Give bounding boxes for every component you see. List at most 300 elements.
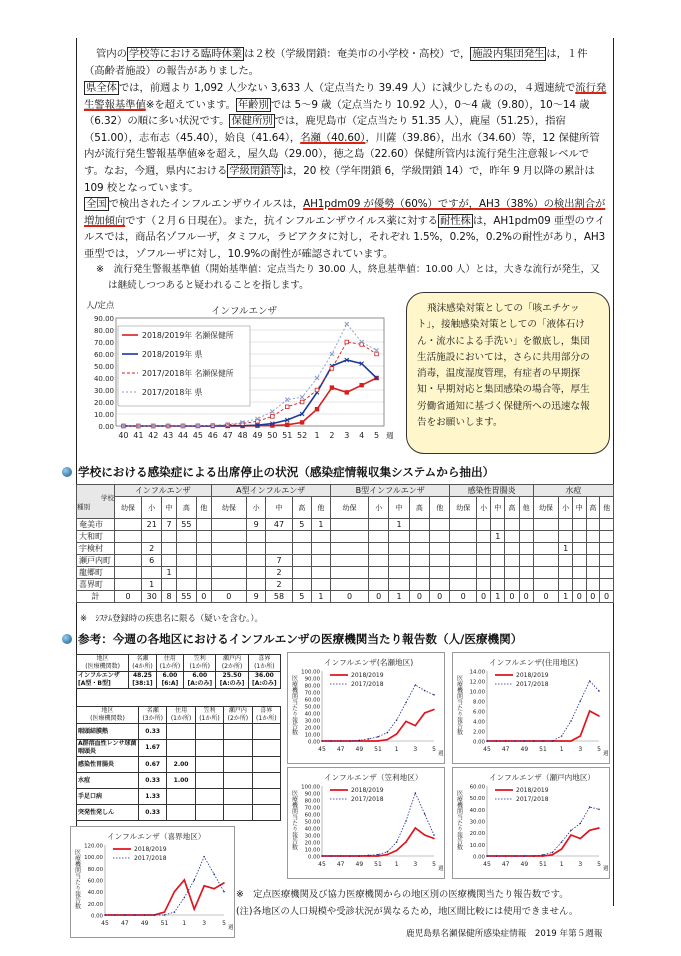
table-header-row [77,707,281,724]
table-cell [167,724,195,740]
table-cell: 6 [142,555,162,567]
table-row [77,724,281,740]
main-chart [84,296,402,456]
table-subheader-row [77,497,614,519]
table-cell [572,543,586,555]
boxed-term: 学校等における臨時休業 [128,48,243,60]
table-cell: 1.00 [167,773,195,789]
data-point [598,827,600,829]
table-cell [252,805,280,821]
bottom-note-1: ※ 定点医療機関及び協力医療機関からの地区別の医療機関当たり報告数です。 [236,889,569,900]
table-cell: 2 [142,543,162,555]
table-cell [252,789,280,805]
table-cell [491,567,505,579]
data-point [203,856,205,858]
data-point [285,398,289,402]
table-cell [409,555,429,567]
column-header: 喜界 (1か所) [252,707,280,724]
table-cell [311,567,330,579]
legend-label: 2017/2018 [351,681,384,688]
subcolumn-header: 高 [505,497,519,519]
x-tick-label: 1 [559,746,564,753]
table-cell: 1.33 [139,789,167,805]
table-row [77,531,614,543]
bullet-icon [62,467,72,477]
column-header: 名瀬 (4か所) [129,655,156,672]
table-row [77,773,281,789]
y-tick-label: 8.00 [472,699,485,706]
column-header: 笠利 (1か所) [195,707,223,724]
x-tick-label: 51 [282,431,293,440]
table-cell [389,579,409,591]
data-point [552,852,554,854]
table-cell [600,531,614,543]
legend-label: 2017/2018年 名瀬保健所 [142,369,234,378]
table-cell [389,567,409,579]
column-header: 住用 (1か所) [167,707,195,724]
data-point [486,740,488,742]
table-cell [224,724,252,740]
table-row [77,579,614,591]
data-point [223,891,225,893]
table-cell [586,567,600,579]
legend-label: 2018/2019年 名瀬保健所 [142,331,234,340]
table-cell [211,579,247,591]
table-cell: 7 [162,519,176,531]
table-cell [311,543,330,555]
series-line-1 [487,807,599,856]
x-tick-label: 47 [336,746,345,753]
row-label: A群溶血性レンサ球菌咽頭炎 [78,740,137,755]
subcolumn-header: 他 [600,497,614,519]
table-cell [519,543,533,555]
data-point [345,322,349,326]
data-point [396,733,398,735]
x-tick-label: 49 [520,746,529,753]
chart-setouchi [452,767,610,879]
table-cell [311,531,330,543]
y-tick-label: 50.00 [304,704,320,711]
total-cell: 0 [196,591,211,603]
data-point [213,888,215,890]
subcolumn-header: 小 [477,497,491,519]
data-point [144,914,146,916]
table-cell: 6.00 [6:A] [156,672,183,689]
table-cell [389,555,409,567]
y-tick-label: 0.00 [307,739,320,746]
data-point [570,834,572,836]
x-unit-label: 週 [228,925,234,931]
table-cell [330,519,368,531]
table-cell [369,555,389,567]
row-label: 突発性発しん [77,805,139,821]
subcolumn-header: 中 [572,497,586,519]
chart-title: インフルエンザ（笠利地区） [324,773,423,782]
total-cell: 9 [247,591,266,603]
table-cell [505,543,519,555]
data-point [174,891,176,893]
paragraph-school-closure: 管内の 学校等における臨時休業 は２校（学級閉鎖：奄美市の小学校・高校）で， 施設内集団発生 は，１件（高齢者施設）の報告がありました。 [84,48,588,77]
table-cell: 7 [266,555,293,567]
total-cell: 0 [505,591,519,603]
table-corner: 地区 (医療機関数) [77,655,129,672]
x-tick-label: 51 [539,746,547,753]
data-point [514,855,516,857]
table-row [77,519,614,531]
data-point [377,740,379,742]
data-point [570,740,572,742]
table-cell: 0.33 [139,724,167,740]
table-row [77,740,281,757]
total-cell: 0 [115,591,142,603]
table-cell: 1 [142,579,162,591]
table-cell [559,555,573,567]
data-point [184,879,186,881]
data-point [524,740,526,742]
table-cell: 0.67 [139,757,167,773]
x-tick-label: 45 [483,746,491,753]
table-cell [176,567,196,579]
y-axis-label: 医療機関当たり報告数 [455,790,463,850]
table-cell [505,555,519,567]
group-header: B型インフルエンザ [330,485,449,497]
data-point [340,740,342,742]
table-cell [266,531,293,543]
data-point [134,914,136,916]
x-tick-label: 45 [101,920,109,927]
table-cell [505,519,519,531]
table-cell [196,531,211,543]
table-cell [330,555,368,567]
legend-label: 2017/2018 [516,681,549,688]
x-tick-label: 1 [394,746,399,753]
x-tick-label: 49 [355,746,364,753]
data-point [570,830,572,832]
column-header: 名瀬 (3か所) [139,707,167,724]
table-cell [600,519,614,531]
table-cell [519,531,533,543]
data-point [315,388,319,392]
data-point [396,841,398,843]
group-header: 水痘 [533,485,613,497]
table-cell [600,543,614,555]
y-tick-label: 80.00 [304,683,320,690]
legend-label: 2018/2019 [134,846,167,853]
chart-nase [287,652,445,764]
column-header: 笠利 (1か所) [184,655,216,672]
data-point [174,911,176,913]
table-cell: 36.00 [A:のみ] [248,672,280,689]
table-cell [409,543,429,555]
table-cell [430,519,450,531]
x-tick-label: 49 [252,431,263,440]
x-tick-label: 43 [163,431,174,440]
subcolumn-header: 高 [292,497,311,519]
table-cell [477,567,491,579]
row-label: 奄美市 [77,519,115,531]
y-tick-label: 10.00 [469,842,485,849]
total-cell: 0 [600,591,614,603]
table-cell [195,805,223,821]
table-cell [247,567,266,579]
data-point [580,823,582,825]
total-cell: 0 [430,591,450,603]
table-cell [491,555,505,567]
data-point [345,391,349,395]
table-cell [247,543,266,555]
data-point [589,680,591,682]
y-axis-label: 医療機関当たり報告数 [73,849,81,909]
table-cell [519,567,533,579]
data-point [542,740,544,742]
subcolumn-header: 幼保 [450,497,477,519]
data-point [570,720,572,722]
table-cell [142,531,162,543]
table-cell [559,519,573,531]
data-point [396,850,398,852]
table-cell: 2.00 [167,757,195,773]
data-point [368,738,370,740]
table-cell [167,740,195,757]
table-header-row [77,485,614,497]
data-point [552,854,554,856]
table-row [77,805,281,821]
total-cell: 0 [409,591,429,603]
table-cell [477,555,491,567]
table-cell [505,579,519,591]
table-cell [600,579,614,591]
subcolumn-header: 中 [266,497,293,519]
subcolumn-header: 他 [196,497,211,519]
table-corner: 学校 種別 [77,485,115,519]
y-tick-label: 100.00 [301,669,320,676]
data-point [415,827,417,829]
total-cell: 0 [211,591,247,603]
advice-bubble: 飛沫感染対策としての「咳エチケット」，接触感染対策としての「液体石けん・流水による手洗い」を徹底し，集団生活施設においては，さらに共用部分の消毒，温度湿度管理，有症者の早期探知・早期対応と集団感染の場合等，厚生労働省通知に基づく保健所への迅速な報告をお願いします。 [406,292,610,454]
table-cell [491,579,505,591]
data-point [589,806,591,808]
y-tick-label: 90.00 [304,676,320,683]
table-cell [505,567,519,579]
total-cell: 0 [477,591,491,603]
data-point [375,348,379,352]
y-tick-label: 60.00 [304,812,320,819]
table-cell [195,740,223,757]
x-tick-label: 51 [160,920,169,927]
data-point [375,352,379,356]
subcolumn-header: 幼保 [330,497,368,519]
school-table-footnote: ※ ｼｽﾃﾑ登録時の疾患名に限る（疑いを含む。）。 [80,613,263,623]
y-tick-label: 20.00 [87,901,103,908]
table-cell [430,543,450,555]
table-cell [162,579,176,591]
data-point [598,690,600,692]
table-cell [559,579,573,591]
x-tick-label: 5 [374,431,380,440]
table-cell [533,519,559,531]
total-cell: 0 [533,591,559,603]
legend [118,326,250,406]
table-cell [519,555,533,567]
table-cell: 1 [389,519,409,531]
table-cell [224,757,252,773]
subcolumn-header: 小 [559,497,573,519]
total-cell: 30 [142,591,162,603]
y-tick-label: 0.00 [472,739,485,746]
legend-label: 2018/2019 [516,672,549,679]
data-point [505,740,507,742]
data-point [424,813,426,815]
y-tick-label: 30.00 [304,833,320,840]
data-point [589,830,591,832]
table-row [77,757,281,773]
data-point [496,855,498,857]
row-label: 咽頭結膜熱 [77,724,139,740]
table-cell [586,579,600,591]
group-header: インフルエンザ [115,485,212,497]
y-tick-label: 20.00 [304,725,320,732]
data-point [387,732,389,734]
x-tick-label: 45 [318,746,326,753]
data-point [114,914,116,916]
table-cell: 48.25 [38:1] [129,672,156,689]
table-cell [477,579,491,591]
table-cell [196,579,211,591]
x-tick-label: 3 [578,746,583,753]
y-tick-label: 50.00 [304,819,320,826]
data-point [368,855,370,857]
table-cell [477,531,491,543]
x-tick-label: 1 [559,861,564,868]
table-cell [533,543,559,555]
table-cell [369,543,389,555]
bullet-icon [62,634,72,644]
table-cell [196,567,211,579]
x-unit-label: 週 [438,866,444,872]
table-cell: 6.00 [A:のみ] [184,672,216,689]
x-tick-label: 51 [374,861,382,868]
row-label: 龍郷町 [77,567,115,579]
data-point [377,854,379,856]
x-tick-label: 5 [597,861,601,868]
data-point [164,911,166,913]
row-label: 感染性胃腸炎 [77,757,139,773]
table-cell [162,543,176,555]
table-cell [450,531,477,543]
data-point [514,740,516,742]
total-cell: 0 [450,591,477,603]
data-point [561,841,563,843]
table-cell [559,567,573,579]
row-label: 宇検村 [77,543,115,555]
data-point [285,405,289,409]
data-point [321,855,323,857]
subcolumn-header: 他 [519,497,533,519]
subcolumn-header: 高 [409,497,429,519]
x-tick-label: 45 [318,861,326,868]
table-cell: 9 [247,519,266,531]
table-cell [211,531,247,543]
table-cell [409,519,429,531]
table-cell [450,543,477,555]
table-cell: 0.33 [139,805,167,821]
footer: 鹿児島県名瀬保健所感染症情報 2019 年第５週報 [406,929,603,939]
y-tick-label: 60.00 [93,351,114,359]
total-label: 計 [77,591,115,603]
data-point [213,873,215,875]
table-cell [572,579,586,591]
y-axis-label: 人/定点 [86,301,115,311]
y-tick-label: 80.00 [93,327,114,335]
y-tick-label: 100.00 [84,855,103,862]
group-header: 感染性胃腸炎 [450,485,533,497]
data-point [598,809,600,811]
table-cell [491,543,505,555]
x-tick-label: 45 [483,861,491,868]
data-point [193,879,195,881]
subcolumn-header: 小 [247,497,266,519]
chart-title: インフルエンザ(名瀬地区) [324,658,414,667]
table-cell [450,567,477,579]
table-cell [389,531,409,543]
x-tick-label: 2 [329,431,335,440]
y-axis-label: 医療機関当たり報告数 [455,675,463,735]
x-unit-label: 週 [438,751,444,757]
legend-label: 2018/2019 [351,787,384,794]
y-tick-label: 40.00 [93,375,114,383]
table-cell [505,531,519,543]
x-tick-label: 1 [314,431,320,440]
x-tick-label: 40 [118,431,129,440]
table-cell [176,531,196,543]
table-cell [369,519,389,531]
data-point [377,736,379,738]
table-cell [559,531,573,543]
column-header: 瀬戸内 (2か所) [216,655,248,672]
column-header: 住用 (1か所) [156,655,183,672]
table-cell [195,724,223,740]
row-label: 喜界町 [77,579,115,591]
row-label: 瀬戸内町 [77,555,115,567]
x-tick-label: 1 [182,920,187,927]
x-unit-label: 週 [603,751,609,757]
data-point [345,340,349,344]
table-cell: 0.33 [139,773,167,789]
y-tick-label: 14.00 [469,669,485,676]
y-tick-label: 40.00 [304,826,320,833]
table-cell [369,567,389,579]
table-cell [162,555,176,567]
table-cell [519,519,533,531]
table-cell [430,555,450,567]
chart-title: インフルエンザ（喜界地区） [107,832,206,841]
x-tick-label: 51 [539,861,547,868]
row-label: インフルエンザ [A型・B型] [77,672,129,689]
x-tick-label: 3 [578,861,583,868]
data-point [285,423,289,427]
subcolumn-header: 他 [430,497,450,519]
table-cell [533,555,559,567]
table-header-row [77,655,281,672]
table-cell [252,757,280,773]
data-point [533,855,535,857]
table-cell [195,789,223,805]
series-line-0 [105,880,224,915]
data-point [164,914,166,916]
subcolumn-header: 小 [369,497,389,519]
x-tick-label: 46 [207,431,218,440]
table-cell [195,773,223,789]
